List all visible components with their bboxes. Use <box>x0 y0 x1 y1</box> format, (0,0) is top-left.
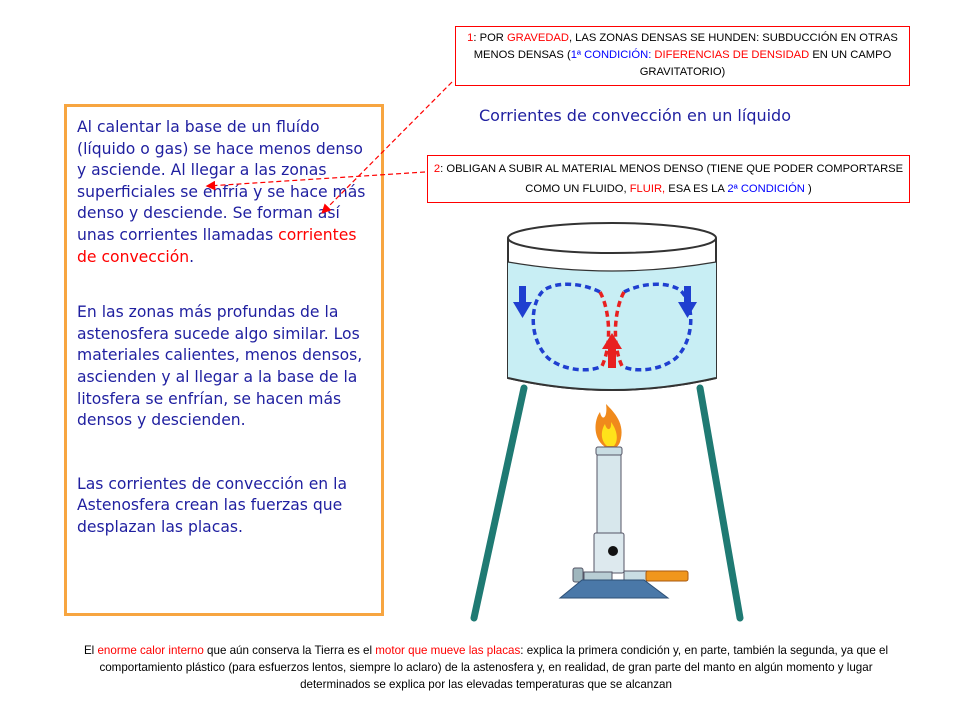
diagram-title: Corrientes de convección en un líquido <box>479 106 791 125</box>
note1-number: 1 <box>467 32 474 44</box>
paragraph-asthenosphere: En las zonas más profundas de la astenosfera sucede algo similar. Los materiales calientes, menos densos, ascienden y al llegar a la base de la litosfera se enfrían, se hacen más densos y descienden. <box>77 303 363 430</box>
caption-heat: enorme calor interno <box>97 644 204 657</box>
note1-text-a: : POR <box>473 32 507 44</box>
note2-number: 2 <box>433 163 441 175</box>
note1-text-b: , LAS ZONAS DENSAS SE HUNDEN: SUBDUCCIÓN EN OTRAS MENOS DENSAS ( <box>473 32 898 61</box>
caption-motor: motor que mueve las placas <box>375 644 521 657</box>
paragraph-plates: Las corrientes de convección en la Astenosfera crean las fuerzas que desplazan las placas. <box>77 474 348 536</box>
note2-text-c: ) <box>804 183 812 195</box>
note1-density: DIFERENCIAS DE DENSIDAD <box>654 49 810 61</box>
connector-line-2 <box>208 172 425 186</box>
paragraph-heating: Al calentar la base de un fluído (líquido o gas) se hace menos denso y asciende. Al llegar a las zonas superficiales se enfría y se hace más denso y desciende. Se forman así unas corrientes llamadas corrientes de convección. <box>77 118 366 266</box>
term-convection-currents: corrientes de convección <box>77 225 357 266</box>
connector-line-1 <box>323 82 452 212</box>
note2-fluir: FLUIR, <box>629 183 666 195</box>
note2-text-a: : OBLIGAN A SUBIR AL MATERIAL MENOS DENSO (TIENE QUE PODER COMPORTARSE COMO UN FLUIDO, <box>440 163 904 195</box>
note2-condition: 2ª CONDICIÓN <box>727 183 805 195</box>
bottom-caption: El enorme calor interno que aún conserva la Tierra es el motor que mueve las placas: explica la primera condición y, en parte, también la segunda, ya que el comportamiento plástico (para esfuerzos lentos, siempre lo aclaro) de la astenosfera y, en realidad, de gran parte del manto en algún momento y lugar determinados se explica por las elevadas temperaturas que se alcanzan <box>83 644 889 691</box>
flame <box>596 404 622 449</box>
note2-text-b: ESA ES LA <box>665 183 728 195</box>
note1-condition: 1ª CONDICIÓN: <box>570 49 652 61</box>
note1-text-c: EN UN CAMPO GRAVITATORIO) <box>639 49 892 78</box>
note1-gravedad: GRAVEDAD <box>506 32 569 44</box>
bunsen-burner <box>560 447 688 598</box>
